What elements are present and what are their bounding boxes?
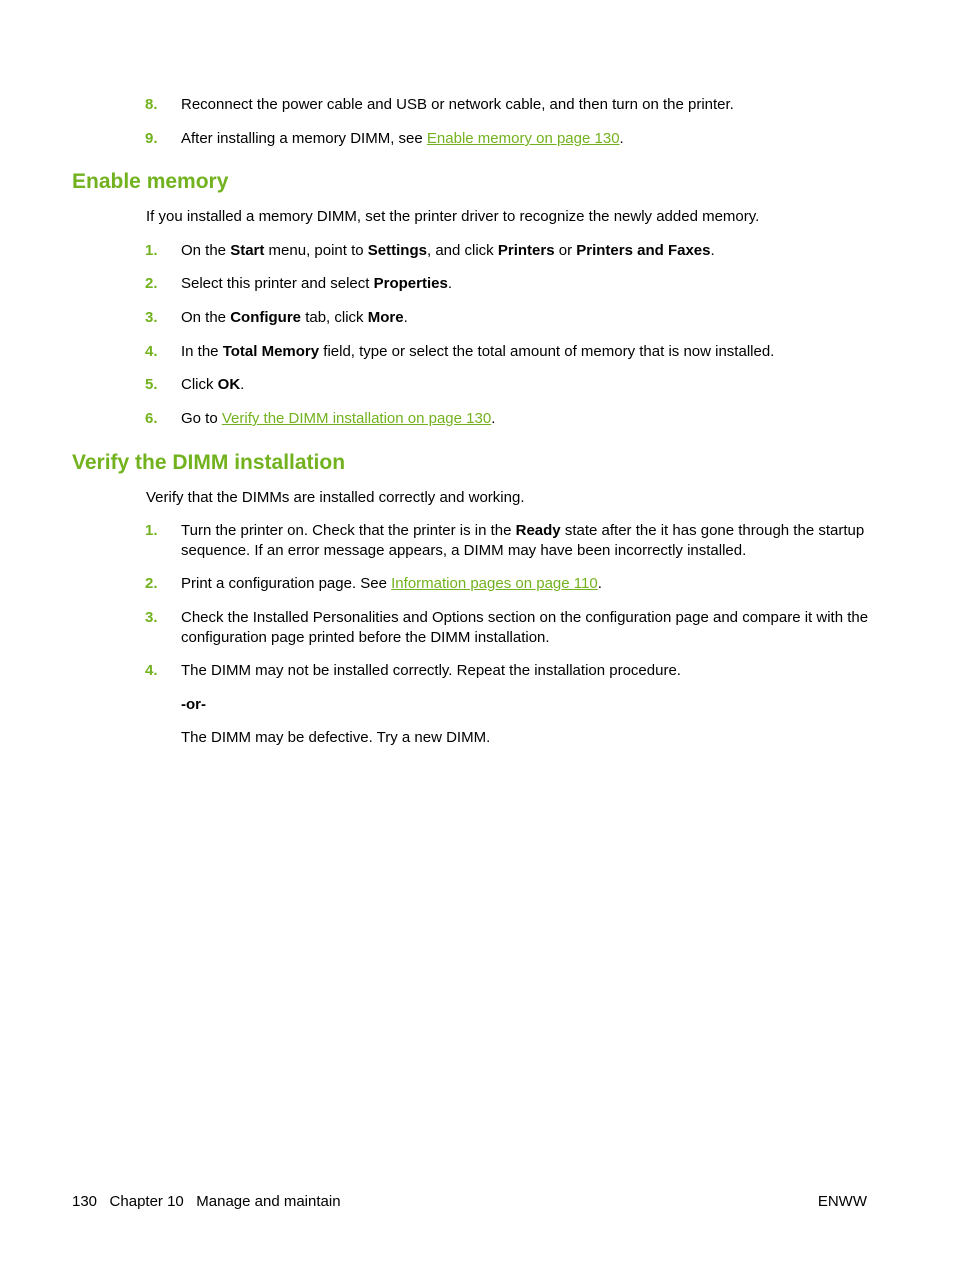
step-number: 3. (145, 309, 158, 326)
information-pages-link[interactable]: Information pages on page 110 (391, 575, 598, 592)
step-text: Go to Verify the DIMM installation on page 130. (181, 410, 496, 427)
step-text: The DIMM may not be installed correctly. Repeat the installation procedure. (181, 662, 681, 679)
step-number: 4. (145, 662, 158, 679)
section-heading-verify-dimm: Verify the DIMM installation (72, 451, 346, 474)
section-intro: Verify that the DIMMs are installed correctly and working. (146, 489, 525, 506)
step-number: 9. (145, 130, 158, 147)
step-text: On the Configure tab, click More. (181, 309, 408, 326)
step-text: Select this printer and select Properties. (181, 275, 452, 292)
alternative-text: The DIMM may be defective. Try a new DIMM. (181, 729, 491, 746)
step-number: 2. (145, 575, 158, 592)
step-text: Turn the printer on. Check that the printer is in the Ready state after the it has gone through the startup sequence. If an error message appears, a DIMM may have been incorrectly installed. (181, 522, 865, 559)
step-text: Click OK. (181, 376, 245, 393)
step-number: 3. (145, 609, 158, 626)
step-text: Check the Installed Personalities and Options section on the configuration page and compare it with the configuration page printed before the DIMM installation. (181, 609, 869, 646)
step-number: 8. (145, 96, 158, 113)
page-footer-left (72, 1192, 341, 1212)
step-number: 4. (145, 343, 158, 360)
step-number: 1. (145, 242, 158, 259)
step-text: After installing a memory DIMM, see Enable memory on page 130. (181, 130, 624, 147)
step-number: 6. (145, 410, 158, 427)
step-text: On the Start menu, point to Settings, and click Printers or Printers and Faxes. (181, 242, 715, 259)
section-intro: If you installed a memory DIMM, set the printer driver to recognize the newly added memory. (146, 208, 760, 225)
step-text: Reconnect the power cable and USB or network cable, and then turn on the printer. (181, 96, 734, 113)
step-number: 5. (145, 376, 158, 393)
step-text: Print a configuration page. See Information pages on page 110. (181, 575, 602, 592)
or-separator: -or- (181, 696, 206, 713)
chapter-title: Manage and maintain (196, 1193, 341, 1210)
section-heading-enable-memory: Enable memory (72, 170, 229, 193)
step-number: 2. (145, 275, 158, 292)
chapter-label: Chapter 10 (109, 1193, 184, 1210)
enable-memory-link[interactable]: Enable memory on page 130 (426, 130, 620, 147)
step-number: 1. (145, 522, 158, 539)
step-text: In the Total Memory field, type or select the total amount of memory that is now installed. (181, 343, 775, 360)
page-number: 130 (72, 1193, 98, 1210)
page-footer-right: ENWW (817, 1193, 867, 1210)
verify-dimm-link[interactable]: Verify the DIMM installation on page 130 (221, 410, 492, 427)
